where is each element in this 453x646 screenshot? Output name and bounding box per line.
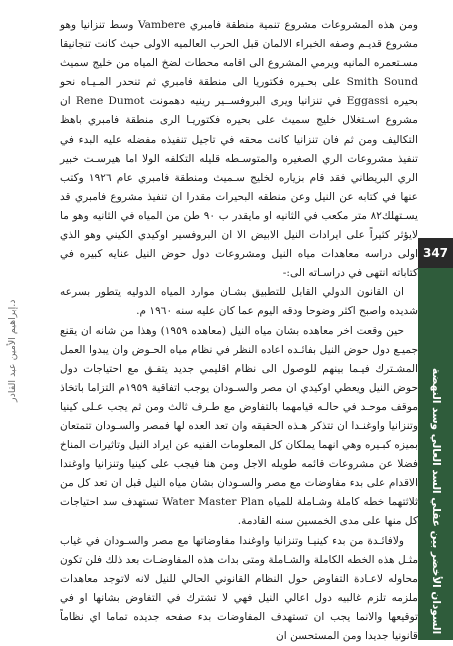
author-name: د.إبراهيم الأمين عبد القادر xyxy=(7,300,18,403)
body-paragraph: حين وقعت اخر معاهده بشان مياه النيل (معاهده ١٩٥٩) وهذا من شانه ان يقنع جميـع دول حوض النيل بفائـده اعاده النظر في نظام مياه الحـوض وان يبدوا العمل المشـترك فيـما بينهم للوصول الى نظام اقليمي جديد يتفـق مع احتياجات دول حوض النيل ويعطي اوكيدي ان مصر والسـودان يوجب اتفاقية ١٩٥٩م التزاما باتخاذ موقف موحـد في حالـه قيامهما بالتفاوض مع طـرف ثالث ومن ثم يجب عـلى كينيا وتنزانيا واوغنـدا ان تتذكر هـذه الحقيقه وان تعد العده لها فمصر والسـودان تتمتعان بميزه كبـيره وهي انهما يملكان كل المعلومات الفنيه عن ايراد النيل وتاثيرات المناخ فضلا عن مشروعات قائمه طويله الاجل ومن هنا فيجب على كينيا وتنزانيا واوغندا الاقدام على بدء مفاوضات مع مصر والسـودان بشان مياه النيل قبل ان تعد كل من ثلاثتهما خطه كاملة وشـاملة للمياه Water Master Plan تستهدف سد احتياجات كل منها على مدى الخمسين سنه القادمة. xyxy=(60,324,419,528)
page-number: 347 xyxy=(418,238,453,268)
body-paragraph: ان القانون الدولي القابل للتطبيق بشـان موارد المياه الدوليه يتطور بسرعه شديده واصبح اكثر وضوحا ودقه اليوم عما كان عليه سنه ١٩٦٠ م. xyxy=(60,286,418,318)
body-paragraph: ولافائـدة من بدء كينيـا وتنزانيا واوغندا مفاوضاتها مع مصر والسـودان في غياب مثـل هذه الخطه الكاملة والشـاملة ومتى بدات هذه المفاوضـات بعد ذلك فلن تكون محاوله لاعـادة التفاوض حول النظام القانوني الحالي للنيل لانه لاتوجد معاهدات ملزمه تلزم غالبيه دول اعالي النيل فهي لا تشترك في التفاوض بشانها او في توقيعها والانما يجب ان تستهدف المفاوضات بدء صفحه جديده تماما اي نظاماً قانونيا جديدا ومن المستحسن ان xyxy=(60,534,418,642)
body-paragraph: ومن هذه المشروعات مشروع تنمية منطقة فامبري Vambere وسط تنزانيا وهو مشروع قديـم وصفه الخبراء الالمان قبل الحرب العالميه الاولى حيث كانت تنجانيقا مسـتعمره المانيه ويرمي المشروع الى اقامه محطات لضخ المياه من خليج سميث Smith Sound على بحـيره فكتوريا الى منطقة فامبري ثم تنحدر المـيـاه نحو بحيره Eggassi في تنزانيا ويرى البروفســير رينيه دهمونت Rene Dumot ان مشروع اسـتغلال خليج سميث على بحيره فكتوريـا الرى منطقة فامبري باهظ التكاليف ومن ثم فان تنزانيا كانت محقه في تاجيل تنفيذه مفضله عليه البدء في تنفيذ مشروعات الري الصغيره والمتوسـطه قليله التكلفه الولا اما هيرسـت خبير الري البريطاني فقد قام بزياره لخليج سـميث ومنطقة فامبري عام ١٩٢٦ وكتب عنها في كتابه عن النيل وعن منطقه البحيرات مقدرا ان تنفيذ مشروع فامبري قد يسـتهلك٨٢ متر مكعب في الثانيه او مايقدر ب ٩٠ طن من المياه في الثانيه وهو ما لايؤثر كثيراً على ايرادات النيل الابيض الا ان البروفسير اوكيدي الكيني وهو الذي اولى دراسه معاهدات مياه النيل ومشروعات دول حوض النيل عنايه كبيره في كتاباته انتهى في دراسـاته الى:- xyxy=(60,19,418,280)
page-body-text xyxy=(60,16,418,646)
running-title: السودان الأخضر بين عقلي السد العالي وسد النهضة xyxy=(430,367,442,634)
